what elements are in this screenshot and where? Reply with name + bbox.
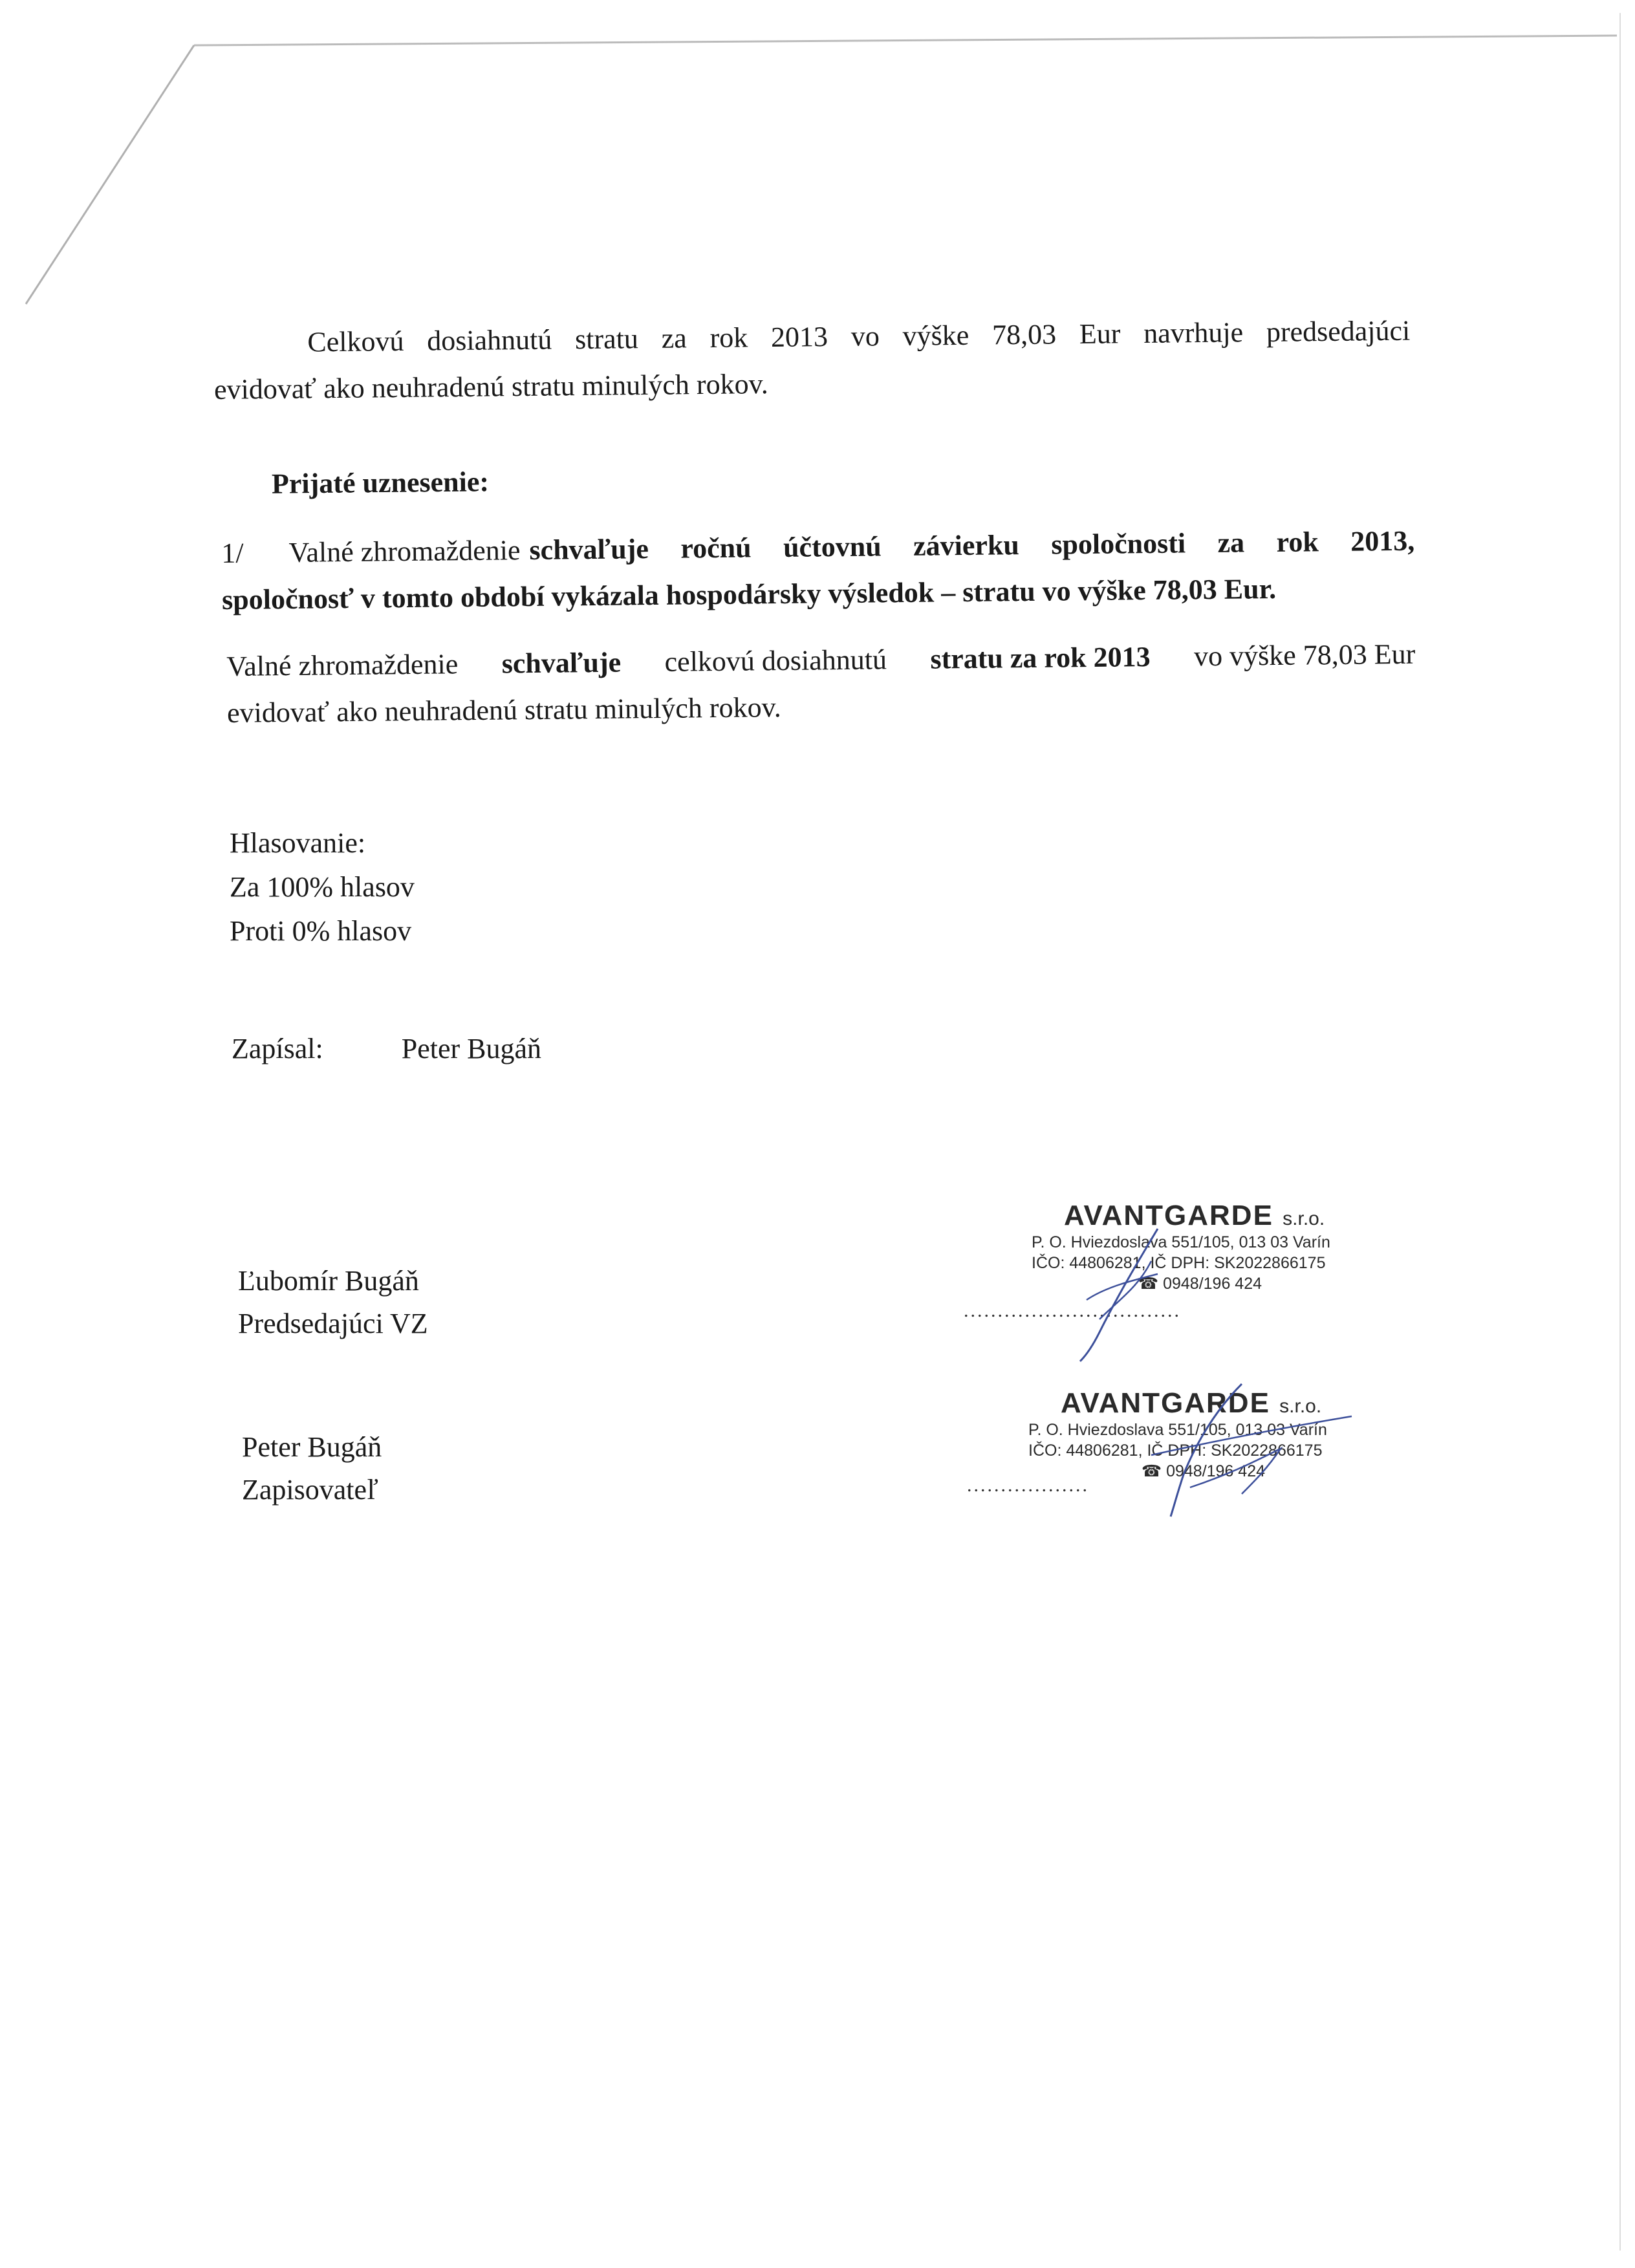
recorded-by-name: Peter Bugáň — [401, 1033, 542, 1064]
proposal-line-1: Celkovú dosiahnutú stratu za rok 2013 vo výške 78,03 Eur navrhuje predsedajúci — [307, 314, 1411, 358]
stamp-2-suffix: s.r.o. — [1279, 1396, 1322, 1417]
resolution-2-scope: celkovú dosiahnutú — [664, 643, 887, 678]
resolution-1-subject: Valné zhromaždenie — [288, 534, 521, 568]
stamp-2-company: AVANTGARDE — [1061, 1387, 1270, 1419]
proposal-paragraph — [213, 308, 1411, 413]
voting-block — [230, 821, 415, 953]
signer-chair-role: Predsedajúci VZ — [238, 1308, 428, 1339]
voting-for: Za 100% hlasov — [230, 871, 415, 903]
stamp-2-address: P. O. Hviezdoslava 551/105, 013 03 Varín — [1028, 1421, 1327, 1439]
phone-icon: ☎ — [1142, 1462, 1162, 1480]
stamp-1-company: AVANTGARDE — [1064, 1200, 1273, 1231]
signature-line-1: ................................ — [964, 1300, 1181, 1321]
resolution-1-approval: schvaľuje ročnú účtovnú závierku spoločnosti za rok 2013, — [529, 524, 1415, 567]
stamp-1-phone: 0948/196 424 — [1163, 1275, 1262, 1293]
resolution-2-amount: vo výške 78,03 Eur — [1193, 638, 1416, 673]
recorded-by-label: Zapísal: — [232, 1033, 323, 1064]
signer-recorder-name: Peter Bugáň — [242, 1431, 382, 1463]
signature-1 — [1061, 1222, 1177, 1365]
signer-chair-name: Ľubomír Bugáň — [238, 1265, 419, 1297]
resolution-1-line-2: spoločnosť v tomto období vykázala hospodársky výsledok – stratu vo výške 78,03 Eur. — [221, 572, 1277, 616]
signer-chair — [238, 1260, 428, 1345]
stamp-1-suffix: s.r.o. — [1283, 1208, 1325, 1229]
recorded-by — [232, 1028, 541, 1070]
resolution-1-number: 1/ — [221, 537, 244, 569]
signature-line-2: .................. — [967, 1474, 1089, 1496]
resolution-2 — [226, 631, 1416, 737]
resolution-2-line-2: evidovať ako neuhradenú stratu minulých rokov. — [226, 691, 781, 729]
signer-recorder-role: Zapisovateľ — [242, 1474, 378, 1506]
stamp-2-ids: IČO: 44806281, IČ DPH: SK2022866175 — [1028, 1442, 1323, 1460]
resolution-1 — [221, 518, 1415, 623]
stamp-2-phone: 0948/196 424 — [1166, 1462, 1266, 1480]
resolution-2-loss: stratu za rok 2013 — [930, 641, 1151, 675]
signer-recorder — [242, 1426, 382, 1511]
stamp-1-ids: IČO: 44806281, IČ DPH: SK2022866175 — [1032, 1254, 1326, 1272]
resolution-2-approval: schvaľuje — [501, 646, 622, 680]
resolution-2-subject: Valné zhromaždenie — [226, 648, 459, 682]
signature-2 — [1112, 1377, 1358, 1520]
proposal-line-2: evidovať ako neuhradenú stratu minulých rokov. — [213, 368, 768, 405]
voting-label: Hlasovanie: — [230, 827, 366, 859]
voting-against: Proti 0% hlasov — [230, 915, 412, 947]
resolution-heading: Prijaté uznesenie: — [271, 466, 490, 500]
stamp-1-address: P. O. Hviezdoslava 551/105, 013 03 Varín — [1032, 1233, 1330, 1251]
phone-icon: ☎ — [1138, 1275, 1159, 1293]
